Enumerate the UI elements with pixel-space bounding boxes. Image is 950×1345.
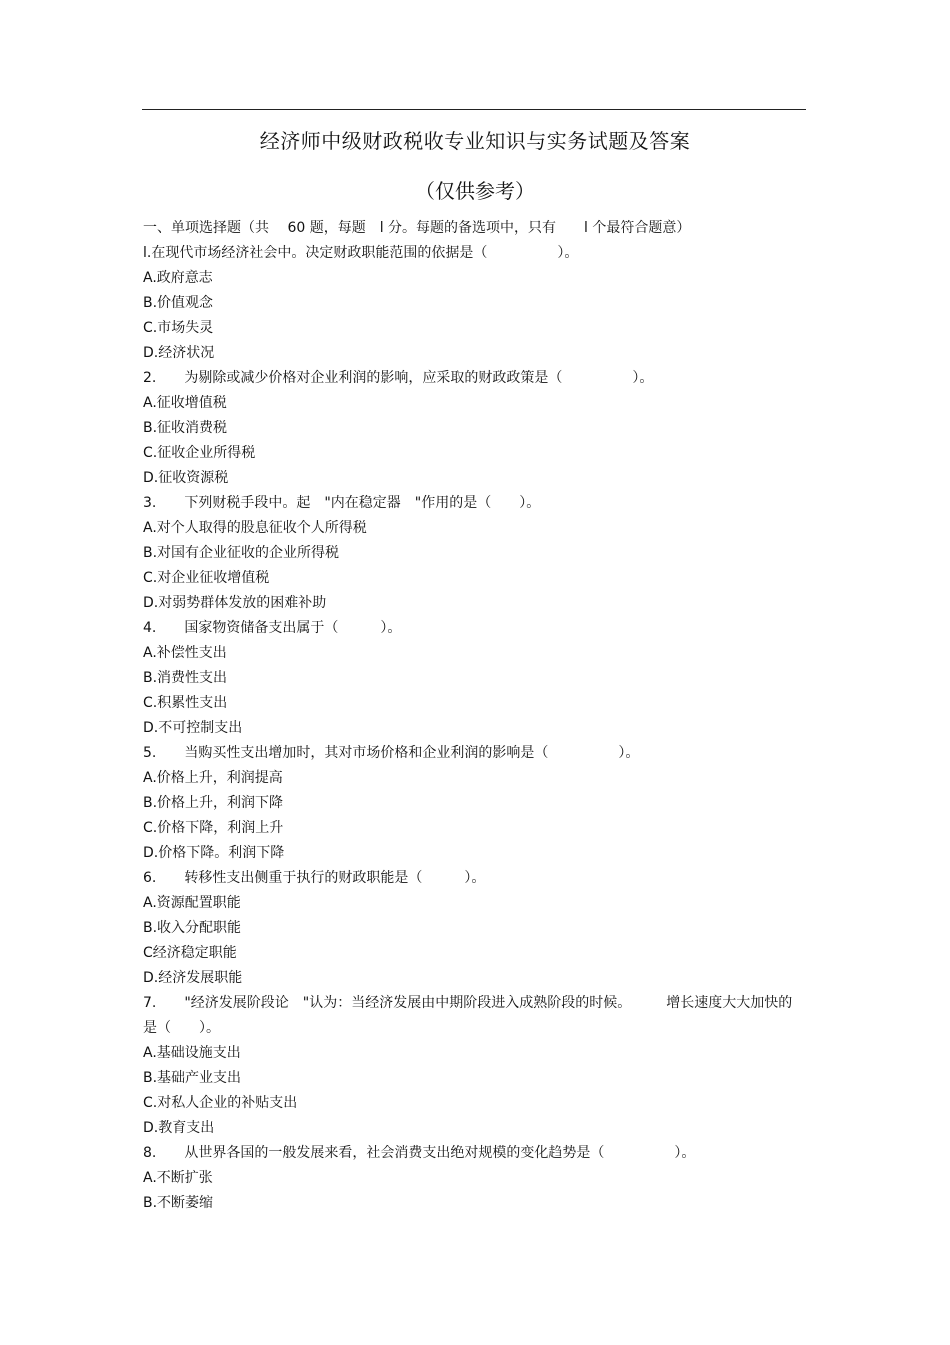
- answer-option: A.补偿性支出: [143, 645, 227, 661]
- question-stem: 8. 从世界各国的一般发展来看，社会消费支出绝对规模的变化趋势是（ ）。: [143, 1145, 696, 1161]
- answer-option: B.价值观念: [143, 295, 214, 311]
- question-stem: 6. 转移性支出侧重于执行的财政职能是（ ）。: [143, 870, 486, 886]
- header-rule: [142, 109, 806, 110]
- question-stem: 5. 当购买性支出增加时，其对市场价格和企业利润的影响是（ ）。: [143, 745, 640, 761]
- answer-option: B.对国有企业征收的企业所得税: [143, 545, 340, 561]
- answer-option: D.经济状况: [143, 345, 215, 361]
- answer-option: D.教育支出: [143, 1120, 215, 1136]
- answer-option: A.基础设施支出: [143, 1045, 241, 1061]
- answer-option: A.不断扩张: [143, 1170, 213, 1186]
- answer-option: B.基础产业支出: [143, 1070, 242, 1086]
- answer-option: C.对企业征收增值税: [143, 570, 270, 586]
- answer-option: C.对私人企业的补贴支出: [143, 1095, 298, 1111]
- answer-option: A.征收增值税: [143, 395, 227, 411]
- question-stem: l.在现代市场经济社会中。决定财政职能范围的依据是（ ）。: [143, 245, 579, 261]
- question-stem: 7. "经济发展阶段论 "认为：当经济发展由中期阶段进入成熟阶段的时候。 增长速度大大加快的是（ ）。: [143, 995, 793, 1036]
- section-heading: 一、单项选择题（共 60 题，每题 l 分。每题的备选项中，只有 l 个最符合题意）: [143, 220, 691, 236]
- answer-option: C.征收企业所得税: [143, 445, 256, 461]
- answer-option: B.不断萎缩: [143, 1195, 214, 1211]
- answer-option: B.征收消费税: [143, 420, 228, 436]
- answer-option: D.不可控制支出: [143, 720, 243, 736]
- answer-option: B.消费性支出: [143, 670, 228, 686]
- answer-option: C经济稳定职能: [143, 945, 237, 961]
- answer-option: C.价格下降，利润上升: [143, 820, 284, 836]
- answer-option: C.市场失灵: [143, 320, 214, 336]
- question-list: [143, 216, 803, 1216]
- answer-option: B.收入分配职能: [143, 920, 242, 936]
- document-title: 经济师中级财政税收专业知识与实务试题及答案: [259, 129, 691, 153]
- answer-option: D.征收资源税: [143, 470, 229, 486]
- question-stem: 2. 为剔除或减少价格对企业利润的影响，应采取的财政政策是（ ）。: [143, 370, 654, 386]
- answer-option: A.资源配置职能: [143, 895, 241, 911]
- answer-option: A.对个人取得的股息征收个人所得税: [143, 520, 367, 536]
- answer-option: B.价格上升，利润下降: [143, 795, 284, 811]
- document-subtitle: （仅供参考）: [415, 179, 535, 203]
- answer-option: D.经济发展职能: [143, 970, 243, 986]
- answer-option: A.政府意志: [143, 270, 213, 286]
- question-stem: 4. 国家物资储备支出属于（ ）。: [143, 620, 402, 636]
- answer-option: D.对弱势群体发放的困难补助: [143, 595, 327, 611]
- question-stem: 3. 下列财税手段中。起 "内在稳定器 "作用的是（ ）。: [143, 495, 541, 511]
- answer-option: C.积累性支出: [143, 695, 228, 711]
- answer-option: A.价格上升，利润提高: [143, 770, 283, 786]
- answer-option: D.价格下降。利润下降: [143, 845, 285, 861]
